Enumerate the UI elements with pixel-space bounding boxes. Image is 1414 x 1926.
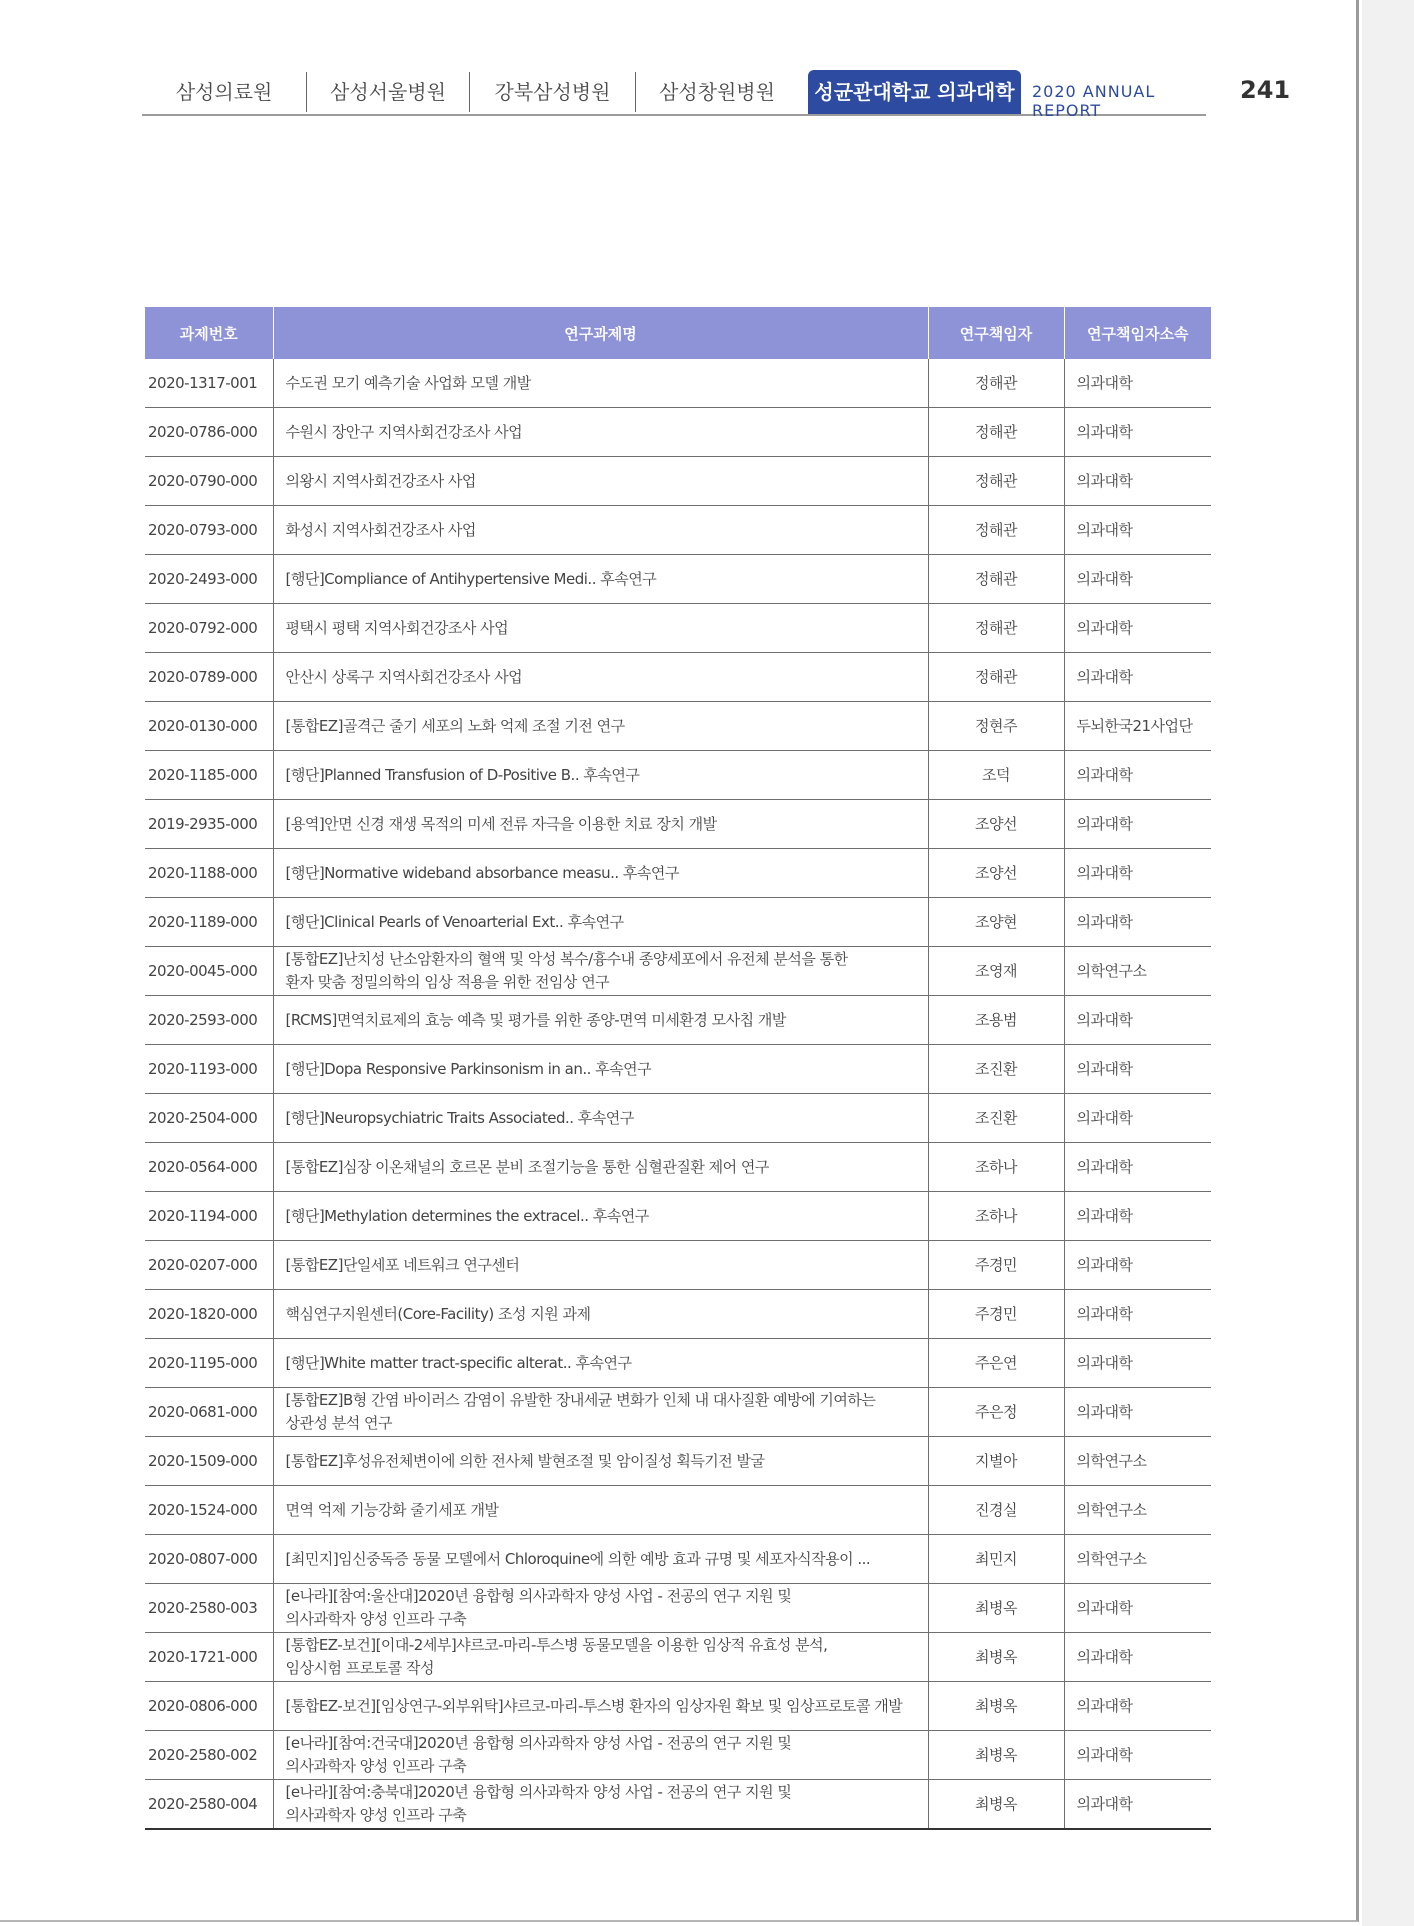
affiliation-cell: 의과대학 [1064, 1731, 1211, 1780]
page-header [142, 70, 1206, 120]
table-row [145, 555, 1211, 604]
column-header-principal-investigator: 연구책임자 [928, 307, 1064, 359]
table-row [145, 359, 1211, 408]
project-id-cell: 2020-0681-000 [145, 1388, 273, 1437]
table-row [145, 653, 1211, 702]
project-title-line: [행단]Neuropsychiatric Traits Associated.. 후속연구 [285, 1108, 634, 1127]
project-id-cell: 2020-2593-000 [145, 996, 273, 1045]
project-id-cell: 2020-1189-000 [145, 898, 273, 947]
affiliation-cell: 의과대학 [1064, 1682, 1211, 1731]
table-header-row [145, 307, 1211, 359]
project-title-line: [통합EZ-보건][이대-2세부]샤르코-마리-투스병 동물모델을 이용한 임상적 유효성 분석, [285, 1636, 828, 1654]
column-header-project-title: 연구과제명 [273, 307, 928, 359]
table-row [145, 1437, 1211, 1486]
affiliation-cell: 두뇌한국21사업단 [1064, 702, 1211, 751]
principal-investigator-cell: 주경민 [928, 1241, 1064, 1290]
project-title-cell [273, 1584, 928, 1633]
project-title-cell [273, 1780, 928, 1830]
project-title-cell [273, 1290, 928, 1339]
project-title-cell [273, 1143, 928, 1192]
project-title-line: 안산시 상록구 지역사회건강조사 사업 [285, 667, 523, 686]
project-id-cell: 2020-0045-000 [145, 947, 273, 996]
report-label: 2020 ANNUAL REPORT [1032, 82, 1156, 120]
project-title-line: 수원시 장안구 지역사회건강조사 사업 [285, 422, 523, 441]
project-title-line: 환자 맞춤 정밀의학의 임상 적용을 위한 전임상 연구 [285, 973, 610, 991]
project-title-line: [e나라][참여:울산대]2020년 융합형 의사과학자 양성 사업 - 전공의 연구 지원 및 [285, 1587, 792, 1605]
principal-investigator-cell: 정해관 [928, 457, 1064, 506]
table-row [145, 702, 1211, 751]
project-title-cell [273, 1045, 928, 1094]
principal-investigator-cell: 조용범 [928, 996, 1064, 1045]
affiliation-cell: 의과대학 [1064, 653, 1211, 702]
project-title-line: [행단]Methylation determines the extracel.. 후속연구 [285, 1206, 649, 1225]
table-row [145, 1682, 1211, 1731]
affiliation-cell: 의과대학 [1064, 1143, 1211, 1192]
project-title-line: 의사과학자 양성 인프라 구축 [285, 1610, 467, 1628]
project-title-line: 수도권 모기 예측기술 사업화 모델 개발 [285, 373, 531, 392]
table-row [145, 751, 1211, 800]
research-project-table [145, 307, 1211, 1830]
project-title-cell [273, 1192, 928, 1241]
project-title-line: [통합EZ]후성유전체변이에 의한 전사체 발현조절 및 암이질성 획득기전 발굴 [285, 1451, 765, 1470]
project-title-cell [273, 1437, 928, 1486]
table-row [145, 1633, 1211, 1682]
principal-investigator-cell: 최병옥 [928, 1780, 1064, 1830]
project-title-line: 면역 억제 기능강화 줄기세포 개발 [285, 1500, 499, 1519]
affiliation-cell: 의과대학 [1064, 849, 1211, 898]
principal-investigator-cell: 진경실 [928, 1486, 1064, 1535]
project-id-cell: 2020-1524-000 [145, 1486, 273, 1535]
table-row [145, 1241, 1211, 1290]
principal-investigator-cell: 조진환 [928, 1094, 1064, 1143]
project-title-cell [273, 898, 928, 947]
table-body [145, 359, 1211, 1829]
project-title-line: [통합EZ]난치성 난소암환자의 혈액 및 악성 복수/흉수내 종양세포에서 유전체 분석을 통한 [285, 950, 848, 968]
project-title-cell [273, 604, 928, 653]
project-id-cell: 2020-0130-000 [145, 702, 273, 751]
tab-samsung-seoul-hospital[interactable]: 삼성서울병원 [307, 72, 470, 112]
tab-skku-medicine[interactable]: 성균관대학교 의과대학 [808, 70, 1021, 114]
table-row [145, 898, 1211, 947]
project-title-cell [273, 800, 928, 849]
project-title-cell [273, 506, 928, 555]
affiliation-cell: 의학연구소 [1064, 1535, 1211, 1584]
project-title-cell [273, 1388, 928, 1437]
principal-investigator-cell: 최병옥 [928, 1682, 1064, 1731]
project-title-line: 핵심연구지원센터(Core-Facility) 조성 지원 과제 [285, 1304, 591, 1323]
principal-investigator-cell: 최병옥 [928, 1584, 1064, 1633]
affiliation-cell: 의과대학 [1064, 996, 1211, 1045]
table-row [145, 1535, 1211, 1584]
affiliation-cell: 의과대학 [1064, 604, 1211, 653]
project-id-cell: 2020-1188-000 [145, 849, 273, 898]
affiliation-cell: 의과대학 [1064, 1388, 1211, 1437]
affiliation-cell: 의과대학 [1064, 898, 1211, 947]
project-id-cell: 2020-1193-000 [145, 1045, 273, 1094]
page-background [1362, 0, 1414, 1926]
affiliation-cell: 의과대학 [1064, 751, 1211, 800]
project-id-cell: 2020-2580-003 [145, 1584, 273, 1633]
project-title-line: [행단]Clinical Pearls of Venoarterial Ext.. 후속연구 [285, 912, 624, 931]
table-row [145, 849, 1211, 898]
project-title-line: [통합EZ]B형 간염 바이러스 감염이 유발한 장내세균 변화가 인체 내 대사질환 예방에 기여하는 [285, 1391, 876, 1409]
table-row [145, 1388, 1211, 1437]
affiliation-cell: 의과대학 [1064, 1094, 1211, 1143]
project-id-cell: 2020-2504-000 [145, 1094, 273, 1143]
column-header-project-id: 과제번호 [145, 307, 273, 359]
principal-investigator-cell: 주은연 [928, 1339, 1064, 1388]
affiliation-cell: 의과대학 [1064, 1584, 1211, 1633]
table-row [145, 1094, 1211, 1143]
table-row [145, 1143, 1211, 1192]
principal-investigator-cell: 조양선 [928, 849, 1064, 898]
table-row [145, 1731, 1211, 1780]
project-id-cell: 2020-0789-000 [145, 653, 273, 702]
project-title-cell [273, 457, 928, 506]
project-title-cell [273, 849, 928, 898]
project-title-line: [RCMS]면역치료제의 효능 예측 및 평가를 위한 종양-면역 미세환경 모사칩 개발 [285, 1010, 786, 1029]
table-row [145, 457, 1211, 506]
project-title-cell [273, 359, 928, 408]
affiliation-cell: 의학연구소 [1064, 947, 1211, 996]
affiliation-cell: 의과대학 [1064, 506, 1211, 555]
principal-investigator-cell: 조양선 [928, 800, 1064, 849]
project-id-cell: 2020-1509-000 [145, 1437, 273, 1486]
affiliation-cell: 의과대학 [1064, 555, 1211, 604]
table-row [145, 800, 1211, 849]
project-id-cell: 2020-0786-000 [145, 408, 273, 457]
principal-investigator-cell: 최병옥 [928, 1731, 1064, 1780]
tab-samsung-changwon-hospital[interactable]: 삼성창원병원 [659, 80, 775, 104]
project-title-line: [행단]Compliance of Antihypertensive Medi.. 후속연구 [285, 569, 657, 588]
table-row [145, 1192, 1211, 1241]
project-title-line: [통합EZ]심장 이온채널의 호르몬 분비 조절기능을 통한 심혈관질환 제어 연구 [285, 1157, 769, 1176]
project-title-line: [행단]Dopa Responsive Parkinsonism in an.. 후속연구 [285, 1059, 652, 1078]
project-title-cell [273, 1633, 928, 1682]
project-title-cell [273, 1241, 928, 1290]
table-row [145, 996, 1211, 1045]
project-title-cell [273, 702, 928, 751]
principal-investigator-cell: 조덕 [928, 751, 1064, 800]
affiliation-cell: 의과대학 [1064, 800, 1211, 849]
project-title-cell [273, 1535, 928, 1584]
table-row [145, 1584, 1211, 1633]
project-title-line: [행단]Normative wideband absorbance measu.. 후속연구 [285, 863, 679, 882]
principal-investigator-cell: 정해관 [928, 555, 1064, 604]
project-title-line: 평택시 평택 지역사회건강조사 사업 [285, 618, 509, 637]
project-title-line: [행단]White matter tract-specific alterat.. 후속연구 [285, 1353, 632, 1372]
project-title-cell [273, 1339, 928, 1388]
project-title-cell [273, 555, 928, 604]
affiliation-cell: 의과대학 [1064, 457, 1211, 506]
project-title-cell [273, 947, 928, 996]
table-row [145, 1045, 1211, 1094]
page-number: 241 [1240, 76, 1291, 104]
project-title-line: 의왕시 지역사회건강조사 사업 [285, 471, 476, 490]
project-id-cell: 2020-1721-000 [145, 1633, 273, 1682]
principal-investigator-cell: 조하나 [928, 1143, 1064, 1192]
project-id-cell: 2020-0806-000 [145, 1682, 273, 1731]
table-row [145, 604, 1211, 653]
principal-investigator-cell: 정현주 [928, 702, 1064, 751]
principal-investigator-cell: 주경민 [928, 1290, 1064, 1339]
principal-investigator-cell: 조진환 [928, 1045, 1064, 1094]
project-title-cell [273, 1731, 928, 1780]
project-title-line: [행단]Planned Transfusion of D-Positive B.. 후속연구 [285, 765, 640, 784]
project-title-cell [273, 996, 928, 1045]
project-title-line: [용역]안면 신경 재생 목적의 미세 전류 자극을 이용한 치료 장치 개발 [285, 814, 717, 833]
principal-investigator-cell: 주은정 [928, 1388, 1064, 1437]
table-row [145, 1486, 1211, 1535]
project-id-cell: 2020-2580-004 [145, 1780, 273, 1830]
principal-investigator-cell: 정해관 [928, 408, 1064, 457]
section-nav [142, 70, 1021, 114]
affiliation-cell: 의과대학 [1064, 1045, 1211, 1094]
project-title-line: 의사과학자 양성 인프라 구축 [285, 1757, 467, 1775]
tab-kangbuk-samsung-hospital[interactable]: 강북삼성병원 [470, 72, 636, 112]
project-title-line: [통합EZ-보건][임상연구-외부위탁]샤르코-마리-투스병 환자의 임상자원 확보 및 임상프로토콜 개발 [285, 1696, 903, 1715]
principal-investigator-cell: 정해관 [928, 653, 1064, 702]
table-row [145, 947, 1211, 996]
project-title-cell [273, 408, 928, 457]
project-title-cell [273, 1486, 928, 1535]
project-title-line: 임상시험 프로토콜 작성 [285, 1659, 434, 1677]
affiliation-cell: 의학연구소 [1064, 1437, 1211, 1486]
affiliation-cell: 의과대학 [1064, 359, 1211, 408]
principal-investigator-cell: 최병옥 [928, 1633, 1064, 1682]
project-id-cell: 2020-0790-000 [145, 457, 273, 506]
principal-investigator-cell: 조영재 [928, 947, 1064, 996]
affiliation-cell: 의과대학 [1064, 1290, 1211, 1339]
project-id-cell: 2020-1317-001 [145, 359, 273, 408]
project-title-cell [273, 751, 928, 800]
project-title-cell [273, 653, 928, 702]
project-id-cell: 2020-0564-000 [145, 1143, 273, 1192]
project-id-cell: 2020-0793-000 [145, 506, 273, 555]
project-title-line: 상관성 분석 연구 [285, 1414, 392, 1432]
project-title-line: [e나라][참여:충북대]2020년 융합형 의사과학자 양성 사업 - 전공의 연구 지원 및 [285, 1783, 792, 1801]
project-title-cell [273, 1682, 928, 1731]
project-title-cell [273, 1094, 928, 1143]
project-title-line: 의사과학자 양성 인프라 구축 [285, 1806, 467, 1824]
tab-samsung-medical-center[interactable]: 삼성의료원 [142, 72, 307, 112]
project-id-cell: 2020-1820-000 [145, 1290, 273, 1339]
table-row [145, 1339, 1211, 1388]
affiliation-cell: 의과대학 [1064, 1780, 1211, 1830]
affiliation-cell: 의과대학 [1064, 1241, 1211, 1290]
principal-investigator-cell: 정해관 [928, 506, 1064, 555]
project-title-line: [최민지]임신중독증 동물 모델에서 Chloroquine에 의한 예방 효과 규명 및 세포자식작용이 ... [285, 1549, 871, 1568]
affiliation-cell: 의과대학 [1064, 1633, 1211, 1682]
affiliation-cell: 의과대학 [1064, 408, 1211, 457]
column-header-affiliation: 연구책임자소속 [1064, 307, 1211, 359]
principal-investigator-cell: 조양현 [928, 898, 1064, 947]
principal-investigator-cell: 정해관 [928, 604, 1064, 653]
project-id-cell: 2020-2493-000 [145, 555, 273, 604]
affiliation-cell: 의과대학 [1064, 1339, 1211, 1388]
project-id-cell: 2020-1185-000 [145, 751, 273, 800]
principal-investigator-cell: 최민지 [928, 1535, 1064, 1584]
table-row [145, 1780, 1211, 1830]
project-title-line: [e나라][참여:건국대]2020년 융합형 의사과학자 양성 사업 - 전공의 연구 지원 및 [285, 1734, 792, 1752]
project-title-line: [통합EZ]골격근 줄기 세포의 노화 억제 조절 기전 연구 [285, 716, 625, 735]
project-id-cell: 2020-0792-000 [145, 604, 273, 653]
affiliation-cell: 의학연구소 [1064, 1486, 1211, 1535]
project-title-line: [통합EZ]단일세포 네트워크 연구센터 [285, 1255, 520, 1274]
project-id-cell: 2020-0807-000 [145, 1535, 273, 1584]
principal-investigator-cell: 지별아 [928, 1437, 1064, 1486]
table-row [145, 506, 1211, 555]
project-id-cell: 2020-1194-000 [145, 1192, 273, 1241]
principal-investigator-cell: 조하나 [928, 1192, 1064, 1241]
project-id-cell: 2020-1195-000 [145, 1339, 273, 1388]
project-id-cell: 2020-0207-000 [145, 1241, 273, 1290]
principal-investigator-cell: 정해관 [928, 359, 1064, 408]
project-id-cell: 2020-2580-002 [145, 1731, 273, 1780]
affiliation-cell: 의과대학 [1064, 1192, 1211, 1241]
table-row [145, 1290, 1211, 1339]
project-title-line: 화성시 지역사회건강조사 사업 [285, 520, 476, 539]
project-id-cell: 2019-2935-000 [145, 800, 273, 849]
table-row [145, 408, 1211, 457]
